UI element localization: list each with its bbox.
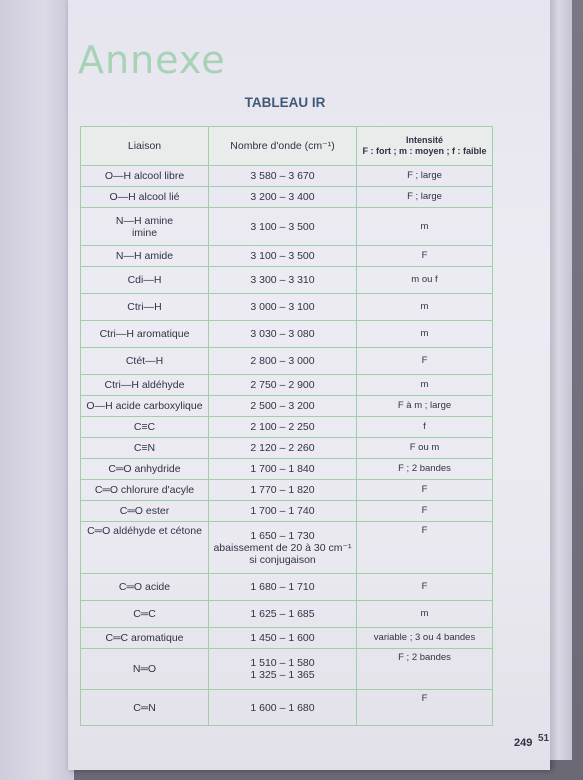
- cell-nombre: 3 030 – 3 080: [209, 321, 357, 348]
- cell-liaison: Ctri—H aldéhyde: [81, 375, 209, 396]
- table-row: [81, 574, 493, 601]
- left-page-edge: [0, 0, 74, 780]
- cell-nombre: 1 770 – 1 820: [209, 480, 357, 501]
- cell-liaison: C≡C: [81, 417, 209, 438]
- cell-nombre: 1 600 – 1 680: [209, 690, 357, 726]
- cell-liaison: C═O ester: [81, 501, 209, 522]
- cell-intensite: variable ; 3 ou 4 bandes: [357, 628, 493, 649]
- cell-nombre: 1 680 – 1 710: [209, 574, 357, 601]
- cell-intensite: F ; large: [357, 187, 493, 208]
- cell-intensite: F: [357, 480, 493, 501]
- cell-intensite: F: [357, 246, 493, 267]
- cell-liaison: C═O aldéhyde et cétone: [81, 522, 209, 574]
- cell-liaison: Ctri—H aromatique: [81, 321, 209, 348]
- cell-nombre: 2 100 – 2 250: [209, 417, 357, 438]
- cell-intensite: m ou f: [357, 267, 493, 294]
- cell-intensite: F: [357, 348, 493, 375]
- cell-intensite: f: [357, 417, 493, 438]
- page-number: 249: [514, 737, 533, 749]
- cell-intensite: m: [357, 321, 493, 348]
- header-intensite: Intensité F : fort ; m : moyen ; f : faible: [357, 127, 493, 166]
- cell-intensite: F: [357, 501, 493, 522]
- cell-intensite: F ; 2 bandes: [357, 649, 493, 690]
- cell-intensite: m: [357, 208, 493, 246]
- cell-liaison: O—H acide carboxylique: [81, 396, 209, 417]
- table-row: [81, 522, 493, 574]
- cell-liaison: C═C aromatique: [81, 628, 209, 649]
- cell-nombre: 1 700 – 1 740: [209, 501, 357, 522]
- cell-nombre: 2 750 – 2 900: [209, 375, 357, 396]
- next-page-number: 51: [538, 733, 550, 744]
- cell-liaison: O—H alcool lié: [81, 187, 209, 208]
- cell-intensite: F: [357, 690, 493, 726]
- cell-nombre: 3 100 – 3 500: [209, 208, 357, 246]
- cell-nombre: 2 500 – 3 200: [209, 396, 357, 417]
- cell-intensite: F: [357, 574, 493, 601]
- table-row: [81, 187, 493, 208]
- header-liaison: Liaison: [81, 127, 209, 166]
- table-header-row: [81, 127, 493, 166]
- cell-nombre: 2 800 – 3 000: [209, 348, 357, 375]
- cell-liaison: O—H alcool libre: [81, 166, 209, 187]
- cell-intensite: m: [357, 375, 493, 396]
- table-row: [81, 166, 493, 187]
- cell-liaison: C═O chlorure d'acyle: [81, 480, 209, 501]
- table-row: [81, 417, 493, 438]
- cell-intensite: m: [357, 294, 493, 321]
- table-row: [81, 501, 493, 522]
- table-row: [81, 246, 493, 267]
- cell-nombre: 3 200 – 3 400: [209, 187, 357, 208]
- table-row: [81, 459, 493, 480]
- cell-nombre: 1 625 – 1 685: [209, 601, 357, 628]
- cell-liaison: N═O: [81, 649, 209, 690]
- table-row: [81, 348, 493, 375]
- table-row: [81, 396, 493, 417]
- table-row: [81, 601, 493, 628]
- table-row: [81, 690, 493, 726]
- cell-liaison: C═O anhydride: [81, 459, 209, 480]
- cell-intensite: F ; 2 bandes: [357, 459, 493, 480]
- cell-intensite: F ; large: [357, 166, 493, 187]
- cell-liaison: Ctét—H: [81, 348, 209, 375]
- cell-liaison: N—H amine imine: [81, 208, 209, 246]
- table-row: [81, 438, 493, 459]
- cell-liaison: C═N: [81, 690, 209, 726]
- cell-nombre: 3 300 – 3 310: [209, 267, 357, 294]
- cell-nombre: 1 450 – 1 600: [209, 628, 357, 649]
- cell-intensite: F: [357, 522, 493, 574]
- cell-nombre: 1 650 – 1 730 abaissement de 20 à 30 cm⁻¹ si conjugaison: [209, 522, 357, 574]
- cell-nombre: 1 700 – 1 840: [209, 459, 357, 480]
- cell-nombre: 3 000 – 3 100: [209, 294, 357, 321]
- table-row: [81, 294, 493, 321]
- header-nombre-onde: Nombre d'onde (cm⁻¹): [209, 127, 357, 166]
- table-row: [81, 267, 493, 294]
- annexe-title: Annexe: [78, 38, 226, 82]
- cell-nombre: 1 510 – 1 580 1 325 – 1 365: [209, 649, 357, 690]
- table-row: [81, 321, 493, 348]
- cell-intensite: F ou m: [357, 438, 493, 459]
- table-title: TABLEAU IR: [244, 95, 326, 110]
- cell-nombre: 3 580 – 3 670: [209, 166, 357, 187]
- table-row: [81, 375, 493, 396]
- cell-intensite: m: [357, 601, 493, 628]
- cell-liaison: Cdi—H: [81, 267, 209, 294]
- cell-nombre: 3 100 – 3 500: [209, 246, 357, 267]
- table-row: [81, 480, 493, 501]
- cell-liaison: C═O acide: [81, 574, 209, 601]
- table-row: [81, 628, 493, 649]
- table-row: [81, 649, 493, 690]
- ir-table: [80, 126, 493, 726]
- table-row: [81, 208, 493, 246]
- cell-liaison: C═C: [81, 601, 209, 628]
- right-page-stack: [550, 0, 572, 760]
- cell-liaison: Ctri—H: [81, 294, 209, 321]
- cell-liaison: N—H amide: [81, 246, 209, 267]
- cell-liaison: C≡N: [81, 438, 209, 459]
- cell-nombre: 2 120 – 2 260: [209, 438, 357, 459]
- cell-intensite: F à m ; large: [357, 396, 493, 417]
